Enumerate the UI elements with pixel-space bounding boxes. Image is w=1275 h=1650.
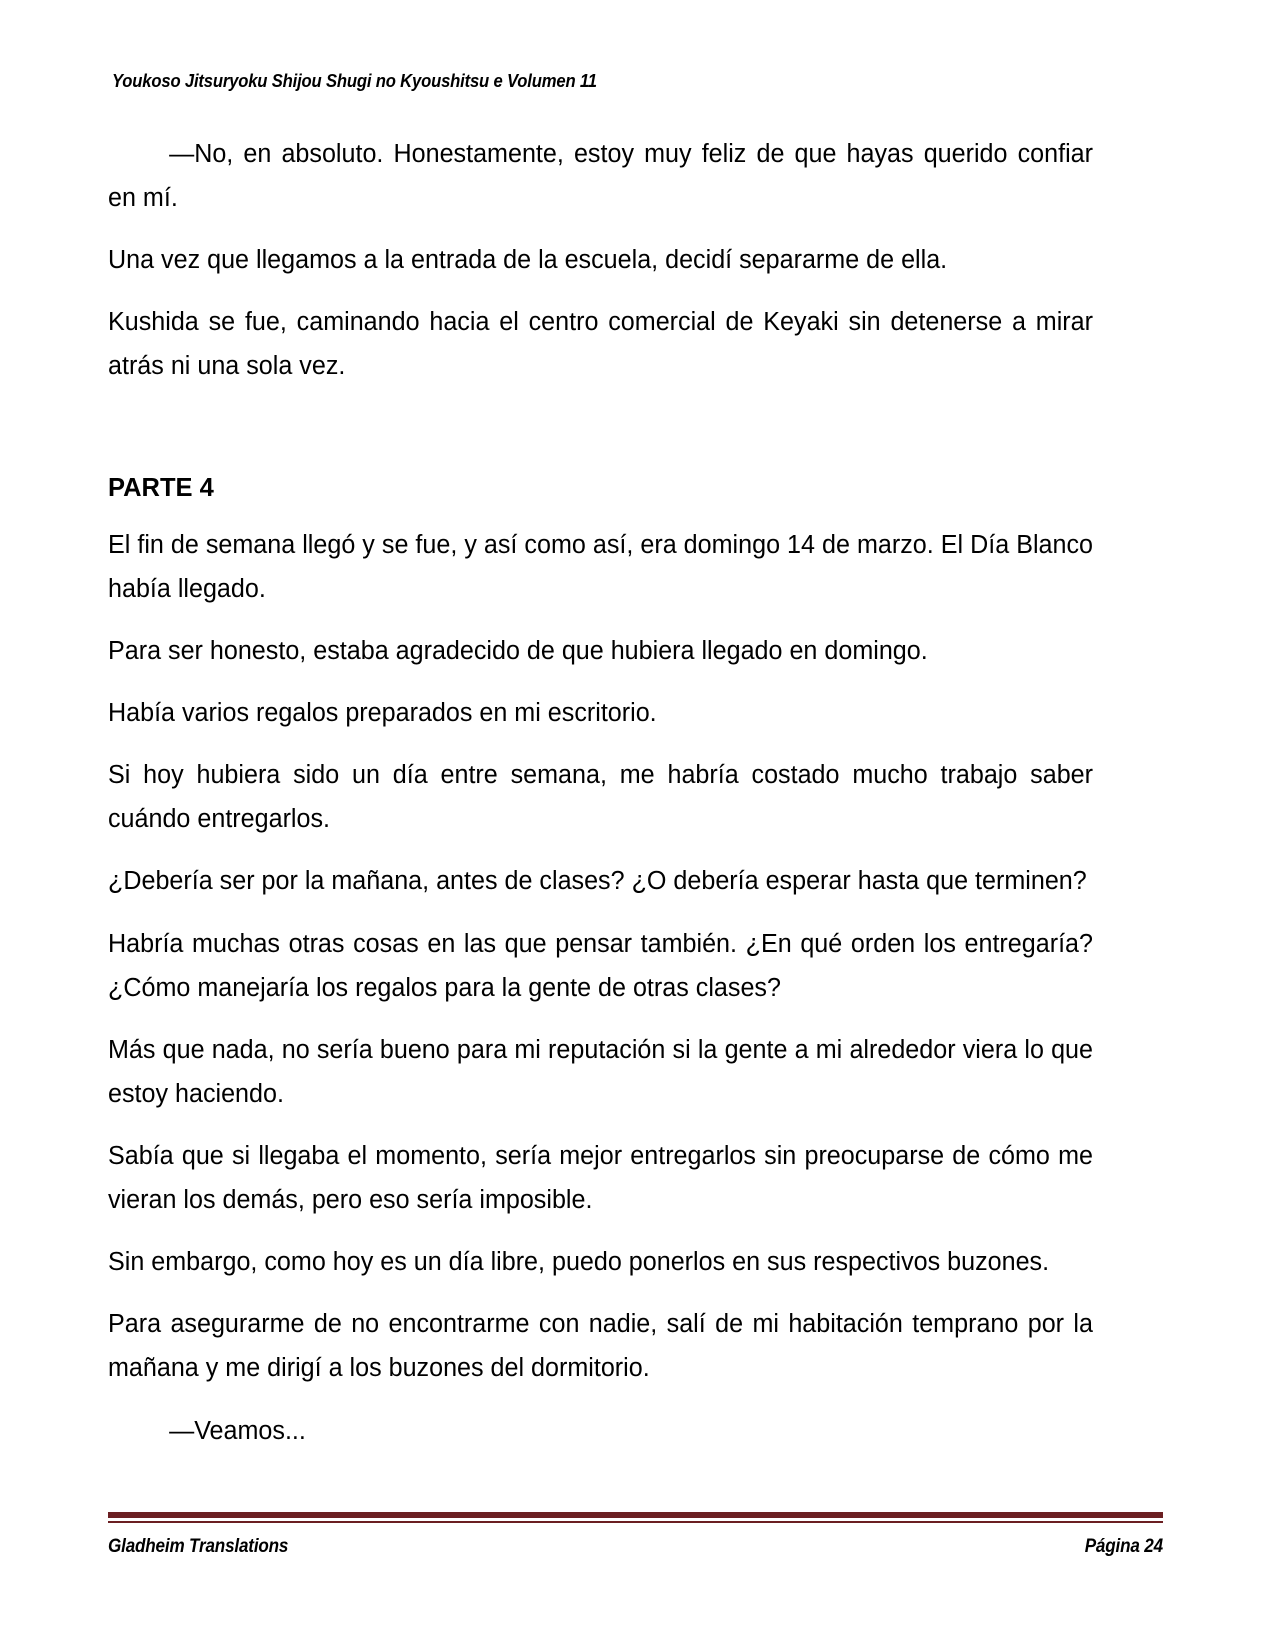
page-header [112,70,1162,100]
footer-row [108,1536,1163,1558]
paragraph: —Veamos... [169,1416,306,1445]
document-body [108,132,1108,1471]
section-heading: PARTE 4 [108,473,214,502]
paragraph: —No, en absoluto. Honestamente, estoy muy feliz de que hayas querido confiar en mí. [108,140,1093,213]
section-spacer [108,407,1108,469]
paragraph: ¿Debería ser por la mañana, antes de clases? ¿O debería esperar hasta que terminen? [108,867,1087,896]
paragraph: Kushida se fue, caminando hacia el centro comercial de Keyaki sin detenerse a mirar atrás ni una sola vez. [108,308,1093,381]
header-title: Youkoso Jitsuryoku Shijou Shugi no Kyoushitsu e Volumen 11 [112,70,597,91]
paragraph: El fin de semana llegó y se fue, y así como así, era domingo 14 de marzo. El Día Blanco había llegado. [108,530,1093,603]
paragraph: Si hoy hubiera sido un día entre semana, me habría costado mucho trabajo saber cuándo entregarlos. [108,761,1093,834]
paragraph: Más que nada, no sería bueno para mi reputación si la gente a mi alrededor viera lo que estoy haciendo. [108,1035,1093,1108]
page-footer [108,1512,1163,1558]
paragraph: Habría muchas otras cosas en las que pensar también. ¿En qué orden los entregaría? ¿Cómo manejaría los regalos para la gente de otras clases? [108,929,1093,1002]
footer-divider [108,1512,1163,1523]
footer-translator-credit: Gladheim Translations [108,1536,289,1557]
paragraph: Sabía que si llegaba el momento, sería mejor entregarlos sin preocuparse de cómo me vieran los demás, pero eso sería imposible. [108,1142,1093,1215]
paragraph: Sin embargo, como hoy es un día libre, puedo ponerlos en sus respectivos buzones. [108,1248,1050,1277]
paragraph: Para asegurarme de no encontrarme con nadie, salí de mi habitación temprano por la mañana y me dirigí a los buzones del dormitorio. [108,1310,1093,1383]
paragraph: Para ser honesto, estaba agradecido de que hubiera llegado en domingo. [108,637,928,666]
paragraph: Había varios regalos preparados en mi escritorio. [108,699,657,728]
paragraph: Una vez que llegamos a la entrada de la escuela, decidí separarme de ella. [108,246,948,275]
footer-page-number: Página 24 [1084,1536,1163,1557]
